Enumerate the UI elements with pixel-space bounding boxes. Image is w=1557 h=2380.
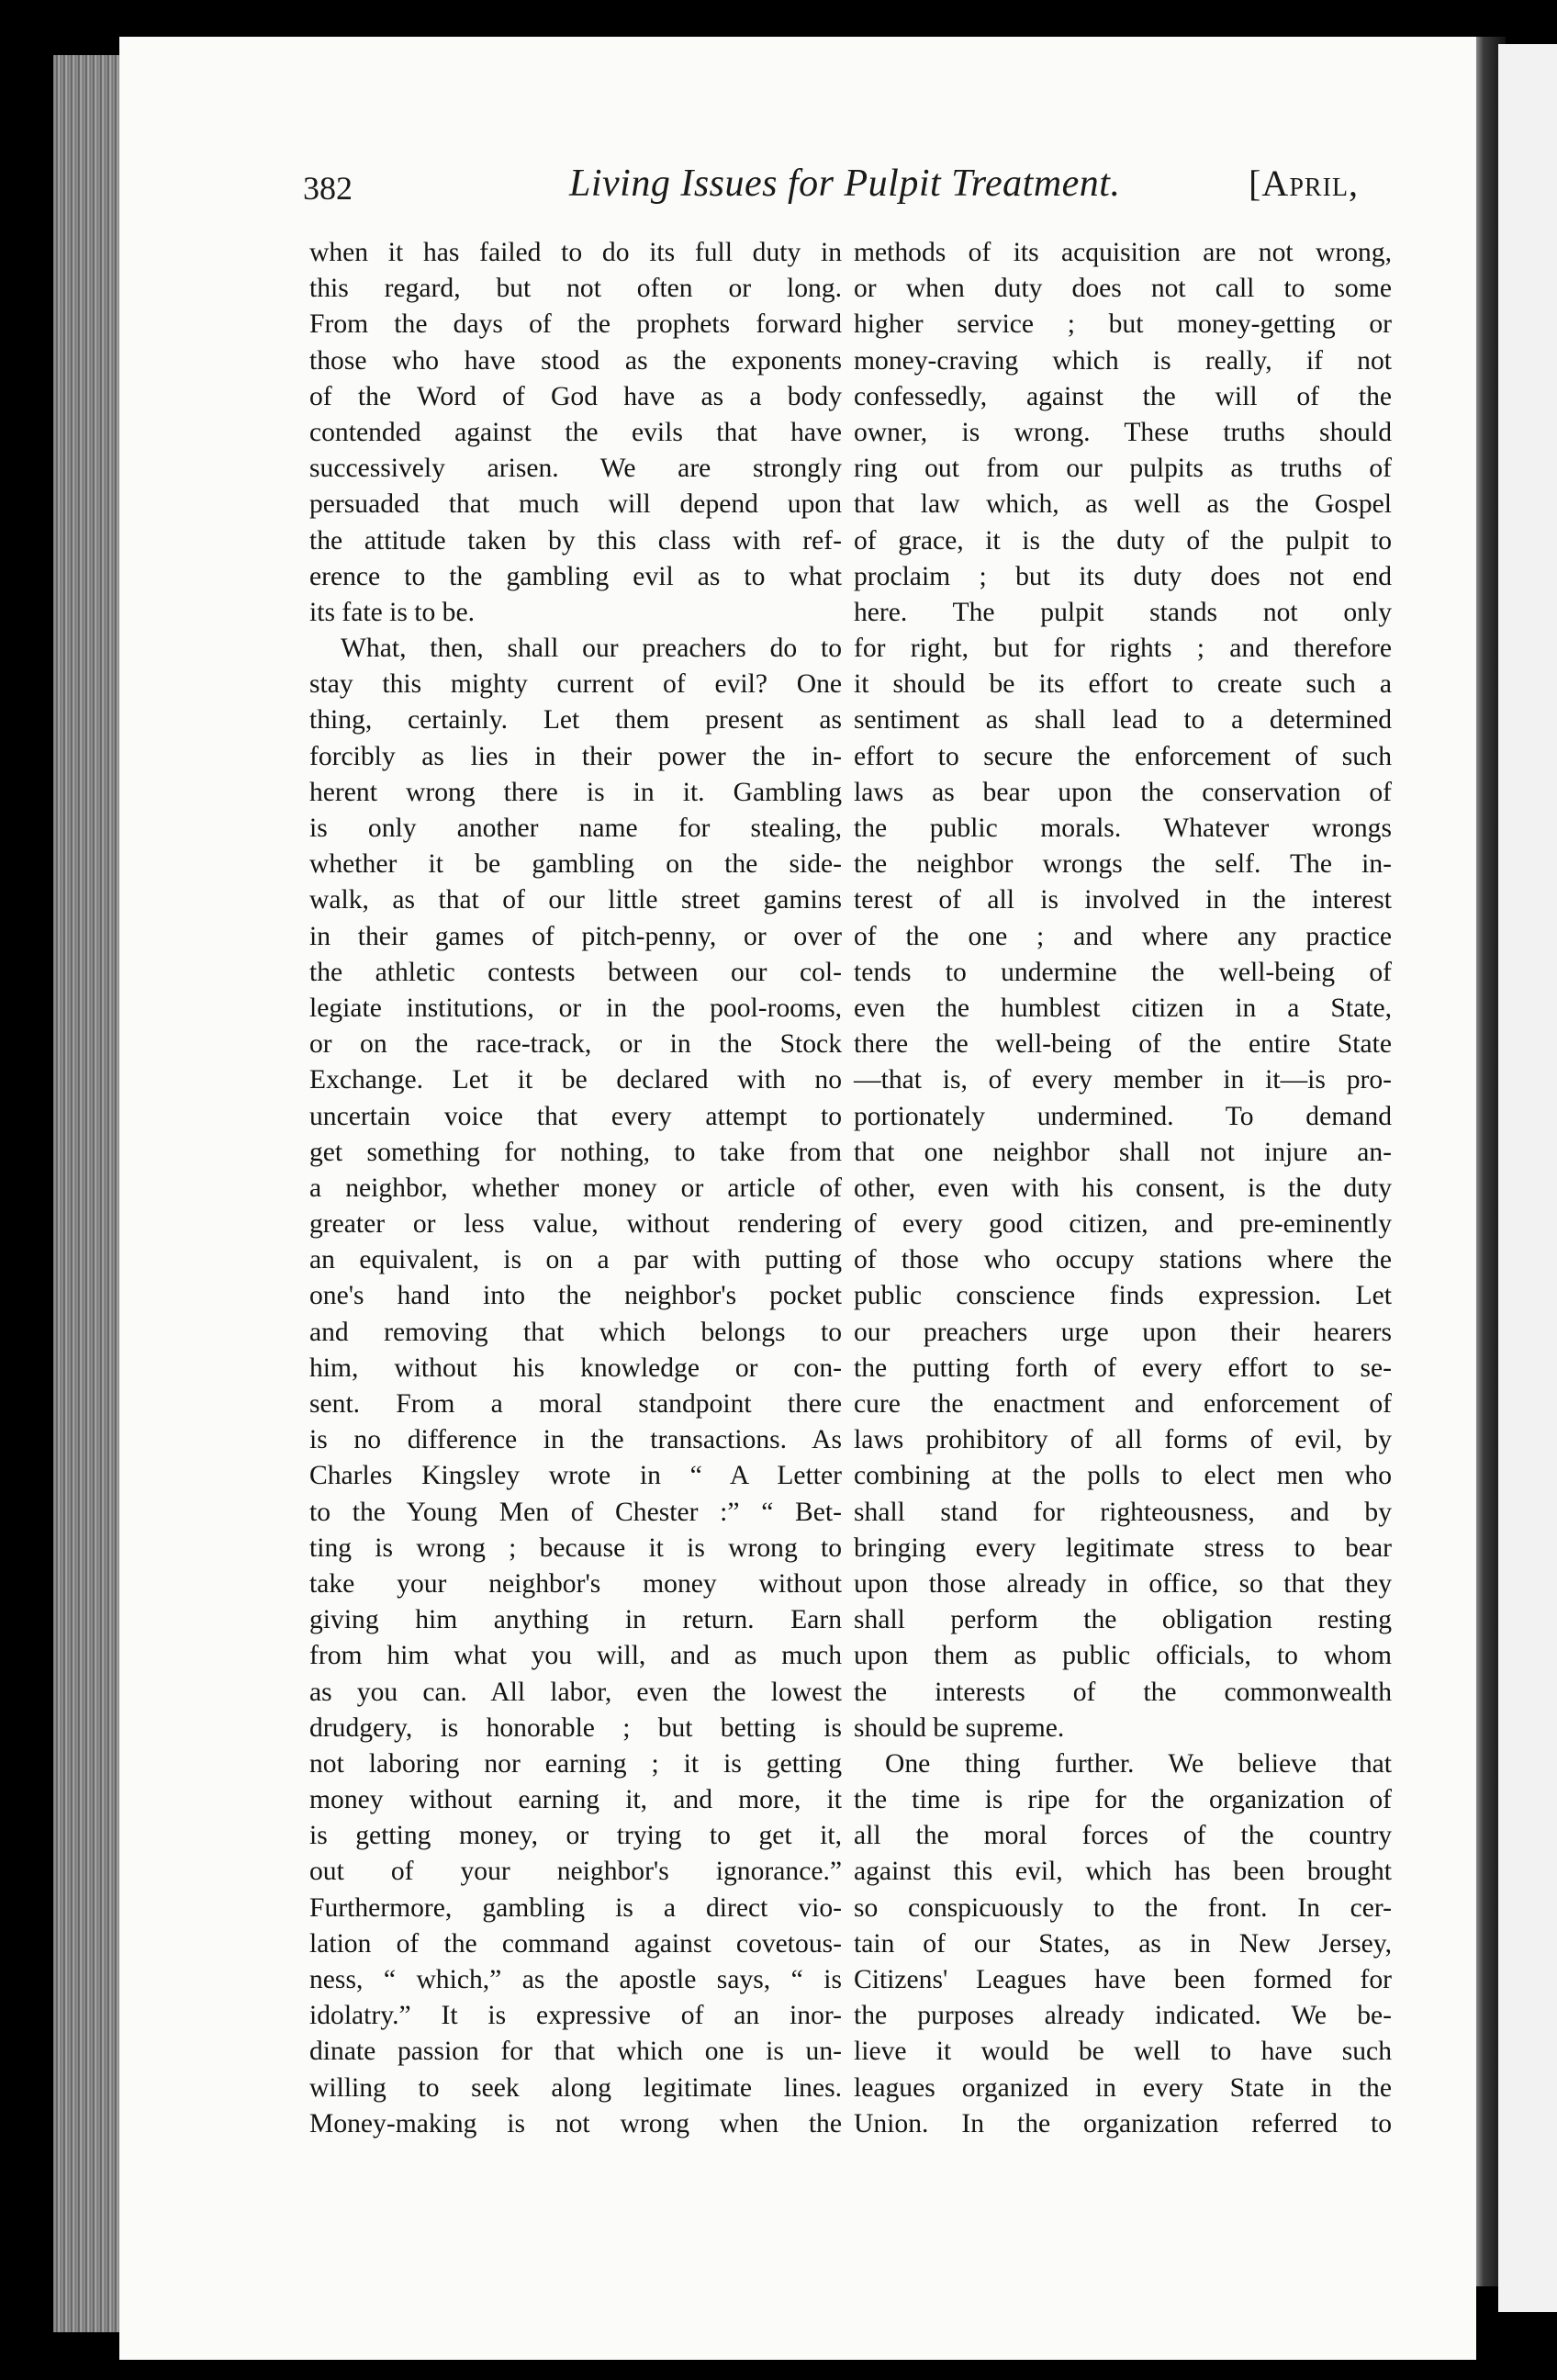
text-line: walk, as that of our little street gamins xyxy=(309,885,842,915)
text-line: portionately undermined. To demand xyxy=(854,1101,1392,1131)
text-line: Exchange. Let it be declared with no xyxy=(309,1065,842,1095)
text-line: the purposes already indicated. We be- xyxy=(854,2001,1392,2031)
text-line: out of your neighbor's ignorance.” xyxy=(309,1857,842,1887)
text-line: when it has failed to do its full duty in xyxy=(309,238,842,267)
text-line: from him what you will, and as much xyxy=(309,1641,842,1671)
text-line: of every good citizen, and pre-eminently xyxy=(854,1209,1392,1240)
text-line: willing to seek along legitimate lines. xyxy=(309,2072,842,2103)
text-line: Charles Kingsley wrote in “ A Letter xyxy=(309,1461,842,1491)
running-title: Living Issues for Pulpit Treatment. xyxy=(569,163,1121,205)
text-line: persuaded that much will depend upon xyxy=(309,489,842,520)
text-line: stay this mighty current of evil? One xyxy=(309,669,842,700)
text-line: the attitude taken by this class with ref- xyxy=(309,525,842,556)
text-line: lation of the command against covetous- xyxy=(309,1928,842,1959)
text-line: to the Young Men of Chester :” “ Bet- xyxy=(309,1497,842,1527)
text-line: against this evil, which has been brought xyxy=(854,1857,1392,1887)
text-line: one's hand into the neighbor's pocket xyxy=(309,1281,842,1311)
text-line: higher service ; but money-getting or xyxy=(854,309,1392,340)
text-line: all the moral forces of the country xyxy=(854,1821,1392,1851)
text-line: there the well-being of the entire State xyxy=(854,1029,1392,1060)
text-line: forcibly as lies in their power the in- xyxy=(309,741,842,771)
text-line: other, even with his consent, is the duty xyxy=(854,1173,1392,1203)
text-line: methods of its acquisition are not wrong, xyxy=(854,238,1392,267)
text-line: is only another name for stealing, xyxy=(309,814,842,843)
text-line: so conspicuously to the front. In cer- xyxy=(854,1892,1392,1923)
text-line: here. The pulpit stands not only xyxy=(854,597,1392,627)
text-line: —that is, of every member in it—is pro- xyxy=(854,1065,1392,1095)
text-line: sent. From a moral standpoint there xyxy=(309,1389,842,1419)
text-line: is getting money, or trying to get it, xyxy=(309,1821,842,1851)
text-line: upon them as public officials, to whom xyxy=(854,1641,1392,1671)
text-line: ring out from our pulpits as truths of xyxy=(854,454,1392,484)
page-number: 382 xyxy=(303,170,353,207)
text-line: legiate institutions, or in the pool-rooms, xyxy=(309,993,842,1023)
text-line: should be supreme. xyxy=(854,1712,1065,1743)
text-line: and removing that which belongs to xyxy=(309,1317,842,1347)
text-line: uncertain voice that every attempt to xyxy=(309,1101,842,1131)
text-line: the neighbor wrongs the self. The in- xyxy=(854,849,1392,880)
text-line: herent wrong there is in it. Gambling xyxy=(309,777,842,807)
text-line: this regard, but not often or long. xyxy=(309,274,842,304)
text-line: public conscience finds expression. Let xyxy=(854,1281,1392,1311)
text-line: Money-making is not wrong when the xyxy=(309,2108,842,2139)
text-line: its fate is to be. xyxy=(309,597,475,627)
text-line: that law which, as well as the Gospel xyxy=(854,489,1392,520)
text-line: One thing further. We believe that xyxy=(885,1748,1392,1779)
text-line: it should be its effort to create such a xyxy=(854,669,1392,700)
text-line: of grace, it is the duty of the pulpit to xyxy=(854,525,1392,556)
text-line: whether it be gambling on the side- xyxy=(309,849,842,880)
text-line: those who have stood as the exponents xyxy=(309,345,842,376)
text-line: thing, certainly. Let them present as xyxy=(309,705,842,735)
text-line: in their games of pitch-penny, or over xyxy=(309,921,842,951)
text-line: ting is wrong ; because it is wrong to xyxy=(309,1532,842,1563)
text-line: or on the race-track, or in the Stock xyxy=(309,1029,842,1060)
text-line: is no difference in the transactions. As xyxy=(309,1425,842,1455)
text-line: upon those already in office, so that they xyxy=(854,1568,1392,1599)
text-line: tends to undermine the well-being of xyxy=(854,957,1392,987)
text-line: Furthermore, gambling is a direct vio- xyxy=(309,1892,842,1923)
text-line: for right, but for rights ; and therefore xyxy=(854,634,1392,664)
text-line: bringing every legitimate stress to bear xyxy=(854,1532,1392,1563)
text-line: take your neighbor's money without xyxy=(309,1568,842,1599)
running-head xyxy=(303,162,1359,217)
text-line: or when duty does not call to some xyxy=(854,274,1392,304)
text-line: even the humblest citizen in a State, xyxy=(854,993,1392,1023)
text-line: get something for nothing, to take from xyxy=(309,1137,842,1167)
text-line: greater or less value, without rendering xyxy=(309,1209,842,1240)
text-line: shall perform the obligation resting xyxy=(854,1605,1392,1635)
text-line: the interests of the commonwealth xyxy=(854,1677,1392,1707)
text-line: a neighbor, whether money or article of xyxy=(309,1173,842,1203)
text-line: erence to the gambling evil as to what xyxy=(309,561,842,591)
text-line: ness, “ which,” as the apostle says, “ is xyxy=(309,1965,842,1994)
text-line: as you can. All labor, even the lowest xyxy=(309,1677,842,1707)
text-line: dinate passion for that which one is un- xyxy=(309,2037,842,2067)
page-edge-stack xyxy=(53,55,121,2332)
text-line: cure the enactment and enforcement of xyxy=(854,1389,1392,1419)
next-page-edge xyxy=(1498,44,1557,2312)
text-line: laws as bear upon the conservation of xyxy=(854,777,1392,807)
text-line: tain of our States, as in New Jersey, xyxy=(854,1928,1392,1959)
text-line: effort to secure the enforcement of such xyxy=(854,741,1392,771)
text-line: of the Word of God have as a body xyxy=(309,381,842,411)
text-line: that one neighbor shall not injure an- xyxy=(854,1137,1392,1167)
running-date: [April, xyxy=(1249,163,1359,204)
text-line: shall stand for righteousness, and by xyxy=(854,1497,1392,1527)
text-line: lieve it would be well to have such xyxy=(854,2037,1392,2067)
text-line: of the one ; and where any practice xyxy=(854,921,1392,951)
text-line: idolatry.” It is expressive of an inor- xyxy=(309,2001,842,2031)
text-line: an equivalent, is on a par with putting xyxy=(309,1245,842,1275)
text-line: laws prohibitory of all forms of evil, by xyxy=(854,1425,1392,1455)
text-line: of those who occupy stations where the xyxy=(854,1245,1392,1275)
text-line: the time is ripe for the organization of xyxy=(854,1785,1392,1815)
text-line: sentiment as shall lead to a determined xyxy=(854,705,1392,735)
text-line: not laboring nor earning ; it is getting xyxy=(309,1748,842,1779)
text-line: Union. In the organization referred to xyxy=(854,2108,1392,2139)
text-line: successively arisen. We are strongly xyxy=(309,454,842,484)
text-line: him, without his knowledge or con- xyxy=(309,1353,842,1383)
text-line: our preachers urge upon their hearers xyxy=(854,1317,1392,1347)
text-line: drudgery, is honorable ; but betting is xyxy=(309,1712,842,1743)
right-column xyxy=(854,235,1392,2142)
text-line: From the days of the prophets forward xyxy=(309,309,842,340)
text-line: leagues organized in every State in the xyxy=(854,2072,1392,2103)
text-line: owner, is wrong. These truths should xyxy=(854,417,1392,447)
text-line: the athletic contests between our col- xyxy=(309,957,842,987)
text-line: contended against the evils that have xyxy=(309,417,842,447)
text-line: proclaim ; but its duty does not end xyxy=(854,561,1392,591)
text-line: What, then, shall our preachers do to xyxy=(341,634,842,664)
text-line: terest of all is involved in the interest xyxy=(854,885,1392,915)
text-line: confessedly, against the will of the xyxy=(854,381,1392,411)
text-line: combining at the polls to elect men who xyxy=(854,1461,1392,1491)
text-line: money-craving which is really, if not xyxy=(854,345,1392,376)
text-line: money without earning it, and more, it xyxy=(309,1785,842,1815)
left-column xyxy=(309,235,842,2142)
text-line: Citizens' Leagues have been formed for xyxy=(854,1965,1392,1994)
text-line: the public morals. Whatever wrongs xyxy=(854,814,1392,843)
text-line: giving him anything in return. Earn xyxy=(309,1605,842,1635)
text-line: the putting forth of every effort to se- xyxy=(854,1353,1392,1383)
